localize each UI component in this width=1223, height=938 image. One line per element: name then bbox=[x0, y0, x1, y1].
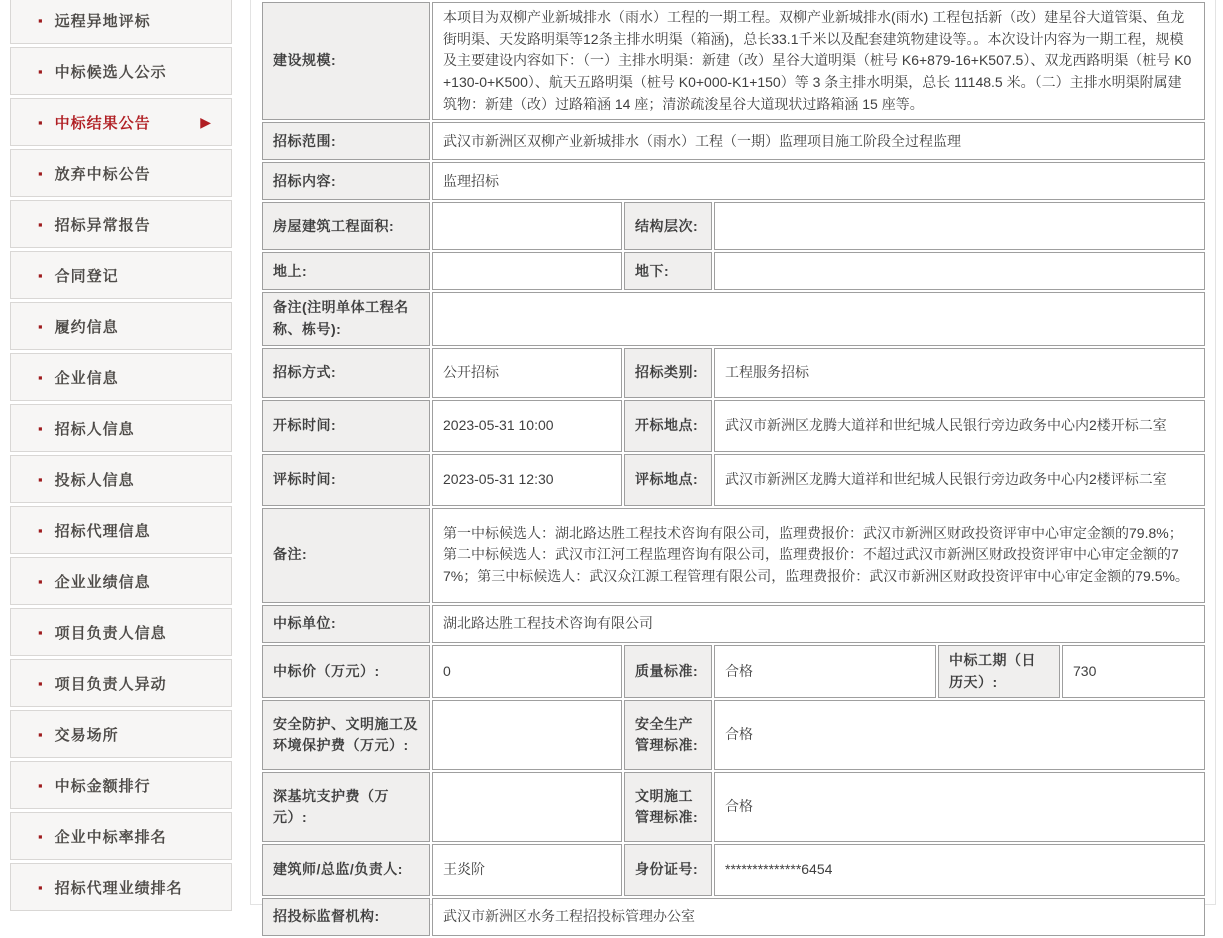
field-value: 合格 bbox=[714, 645, 936, 698]
field-value: 湖北路达胜工程技术咨询有限公司 bbox=[432, 605, 1205, 643]
table-row bbox=[262, 700, 1205, 770]
sidebar-item-5[interactable] bbox=[10, 200, 232, 248]
field-value bbox=[432, 292, 1205, 345]
bullet-icon: ▪ bbox=[38, 165, 43, 181]
table-row bbox=[262, 605, 1205, 643]
table-row bbox=[262, 2, 1205, 120]
bullet-icon: ▪ bbox=[38, 777, 43, 793]
field-label: 招标内容: bbox=[262, 162, 430, 200]
table-row bbox=[262, 645, 1205, 698]
bullet-icon: ▪ bbox=[38, 63, 43, 79]
bullet-icon: ▪ bbox=[38, 726, 43, 742]
sidebar-item-18[interactable] bbox=[10, 863, 232, 911]
table-row bbox=[262, 122, 1205, 160]
field-label: 文明施工管理标准: bbox=[624, 772, 712, 842]
sidebar-item-10[interactable] bbox=[10, 455, 232, 503]
sidebar-item-label: 企业信息 bbox=[54, 369, 119, 387]
sidebar-item-label: 招标人信息 bbox=[54, 420, 135, 438]
bullet-icon: ▪ bbox=[38, 879, 43, 895]
table-row bbox=[262, 252, 1205, 290]
field-value: 王炎阶 bbox=[432, 844, 622, 896]
field-value: 监理招标 bbox=[432, 162, 1205, 200]
field-value: 2023-05-31 12:30 bbox=[432, 454, 622, 506]
field-value bbox=[432, 700, 622, 770]
bullet-icon: ▪ bbox=[38, 369, 43, 385]
sidebar-item-label: 企业中标率排名 bbox=[54, 828, 167, 846]
field-label: 建筑师/总监/负责人: bbox=[262, 844, 430, 896]
sidebar-item-8[interactable] bbox=[10, 353, 232, 401]
field-label: 中标单位: bbox=[262, 605, 430, 643]
field-label: 备注: bbox=[262, 508, 430, 603]
table-row bbox=[262, 348, 1205, 398]
sidebar-item-label: 招标代理业绩排名 bbox=[54, 879, 183, 897]
bullet-icon: ▪ bbox=[38, 522, 43, 538]
field-value: 武汉市新洲区龙腾大道祥和世纪城人民银行旁边政务中心内2楼评标二室 bbox=[714, 454, 1205, 506]
bullet-icon: ▪ bbox=[38, 420, 43, 436]
field-value: 合格 bbox=[714, 700, 1205, 770]
field-label: 开标地点: bbox=[624, 400, 712, 452]
field-label: 招标范围: bbox=[262, 122, 430, 160]
sidebar-item-2[interactable] bbox=[10, 47, 232, 95]
table-row bbox=[262, 292, 1205, 345]
sidebar-item-label: 中标结果公告 bbox=[54, 114, 151, 132]
bullet-icon: ▪ bbox=[38, 216, 43, 232]
field-label: 安全防护、文明施工及环境保护费（万元）: bbox=[262, 700, 430, 770]
table-row bbox=[262, 454, 1205, 506]
sidebar-item-label: 项目负责人异动 bbox=[54, 675, 167, 693]
bullet-icon: ▪ bbox=[38, 471, 43, 487]
detail-panel bbox=[250, 0, 1216, 925]
field-value bbox=[714, 202, 1205, 250]
sidebar-item-label: 招标代理信息 bbox=[54, 522, 151, 540]
sidebar-item-14[interactable] bbox=[10, 659, 232, 707]
bullet-icon: ▪ bbox=[38, 267, 43, 283]
sidebar-item-label: 履约信息 bbox=[54, 318, 119, 336]
sidebar-item-3[interactable] bbox=[10, 98, 232, 146]
sidebar-item-label: 企业业绩信息 bbox=[54, 573, 151, 591]
field-value: 2023-05-31 10:00 bbox=[432, 400, 622, 452]
table-row bbox=[262, 202, 1205, 250]
field-label: 评标地点: bbox=[624, 454, 712, 506]
arrow-right-icon: ▶ bbox=[200, 113, 211, 130]
bullet-icon: ▪ bbox=[38, 114, 43, 130]
table-row bbox=[262, 772, 1205, 842]
bullet-icon: ▪ bbox=[38, 318, 43, 334]
sidebar-item-label: 远程异地评标 bbox=[54, 12, 151, 30]
field-value bbox=[432, 202, 622, 250]
sidebar-item-13[interactable] bbox=[10, 608, 232, 656]
bullet-icon: ▪ bbox=[38, 573, 43, 589]
field-label: 招投标监督机构: bbox=[262, 898, 430, 936]
field-label: 结构层次: bbox=[624, 202, 712, 250]
field-value: 第一中标候选人：湖北路达胜工程技术咨询有限公司，监理费报价：武汉市新洲区财政投资评审中心审定金额的79.8%；第二中标候选人：武汉市江河工程监理咨询有限公司，监理费报价：不超过武汉市新洲区财政投资评审中心审定金额的77%；第三中标候选人：武汉众江源工程管理有限公司，监理费报价：武汉市新洲区财政投资评审中心审定金额的79.5%。 bbox=[432, 508, 1205, 603]
field-label: 建设规模: bbox=[262, 2, 430, 120]
table-row bbox=[262, 400, 1205, 452]
bid-result-table bbox=[260, 0, 1207, 938]
sidebar-item-label: 合同登记 bbox=[54, 267, 119, 285]
sidebar-item-11[interactable] bbox=[10, 506, 232, 554]
field-label: 中标价（万元）: bbox=[262, 645, 430, 698]
field-label: 开标时间: bbox=[262, 400, 430, 452]
field-value: 730 bbox=[1062, 645, 1205, 698]
sidebar-item-12[interactable] bbox=[10, 557, 232, 605]
field-value: 工程服务招标 bbox=[714, 348, 1205, 398]
sidebar-item-4[interactable] bbox=[10, 149, 232, 197]
table-row bbox=[262, 162, 1205, 200]
field-label: 地下: bbox=[624, 252, 712, 290]
field-value: **************6454 bbox=[714, 844, 1205, 896]
field-label: 安全生产管理标准: bbox=[624, 700, 712, 770]
field-value: 武汉市新洲区龙腾大道祥和世纪城人民银行旁边政务中心内2楼开标二室 bbox=[714, 400, 1205, 452]
sidebar-item-label: 中标金额排行 bbox=[54, 777, 151, 795]
sidebar-item-1[interactable] bbox=[10, 0, 232, 44]
field-label: 深基坑支护费（万元）: bbox=[262, 772, 430, 842]
sidebar-item-6[interactable] bbox=[10, 251, 232, 299]
table-row bbox=[262, 898, 1205, 936]
field-value bbox=[714, 252, 1205, 290]
sidebar-item-label: 项目负责人信息 bbox=[54, 624, 167, 642]
field-value bbox=[432, 252, 622, 290]
field-value: 本项目为双柳产业新城排水（雨水）工程的一期工程。双柳产业新城排水(雨水) 工程包括新（改）建星谷大道管渠、鱼龙街明渠、天发路明渠等12条主排水明渠（箱涵)，总长33.1千米以及配套建筑物建设等。。本次设计内容为一期工程，规模及主要建设内容如下：（一）主排水明渠：新建（改）星谷大道明渠（桩号 K6+879-16+K507.5）、双龙西路明渠（桩号 K0+130-0+K500）、航天五路明渠（桩号 K0+000-K1+150）等 3 条主排水明渠，总长 11148.5 米。（二）主排水明渠附属建筑物：新建（改）过路箱涵 14 座；清淤疏浚星谷大道现状过路箱涵 15 座等。 bbox=[432, 2, 1205, 120]
field-label: 地上: bbox=[262, 252, 430, 290]
sidebar-item-label: 中标候选人公示 bbox=[54, 63, 167, 81]
sidebar-item-label: 招标异常报告 bbox=[54, 216, 151, 234]
field-label: 招标类别: bbox=[624, 348, 712, 398]
sidebar-item-label: 投标人信息 bbox=[54, 471, 135, 489]
field-label: 备注(注明单体工程名称、栋号): bbox=[262, 292, 430, 345]
sidebar-item-15[interactable] bbox=[10, 710, 232, 758]
sidebar-item-9[interactable] bbox=[10, 404, 232, 452]
field-label: 质量标准: bbox=[624, 645, 712, 698]
field-label: 房屋建筑工程面积: bbox=[262, 202, 430, 250]
field-label: 评标时间: bbox=[262, 454, 430, 506]
sidebar-item-16[interactable] bbox=[10, 761, 232, 809]
field-label: 身份证号: bbox=[624, 844, 712, 896]
sidebar bbox=[10, 0, 232, 914]
field-label: 招标方式: bbox=[262, 348, 430, 398]
field-value: 武汉市新洲区水务工程招投标管理办公室 bbox=[432, 898, 1205, 936]
field-value bbox=[432, 772, 622, 842]
bullet-icon: ▪ bbox=[38, 12, 43, 28]
table-row bbox=[262, 844, 1205, 896]
sidebar-item-17[interactable] bbox=[10, 812, 232, 860]
bullet-icon: ▪ bbox=[38, 624, 43, 640]
sidebar-item-7[interactable] bbox=[10, 302, 232, 350]
field-label: 中标工期（日历天）: bbox=[938, 645, 1060, 698]
field-value: 合格 bbox=[714, 772, 1205, 842]
table-row bbox=[262, 508, 1205, 603]
sidebar-item-label: 交易场所 bbox=[54, 726, 119, 744]
bullet-icon: ▪ bbox=[38, 828, 43, 844]
field-value: 武汉市新洲区双柳产业新城排水（雨水）工程（一期）监理项目施工阶段全过程监理 bbox=[432, 122, 1205, 160]
field-value: 公开招标 bbox=[432, 348, 622, 398]
bullet-icon: ▪ bbox=[38, 675, 43, 691]
field-value: 0 bbox=[432, 645, 622, 698]
sidebar-item-label: 放弃中标公告 bbox=[54, 165, 151, 183]
table-body bbox=[262, 2, 1205, 936]
